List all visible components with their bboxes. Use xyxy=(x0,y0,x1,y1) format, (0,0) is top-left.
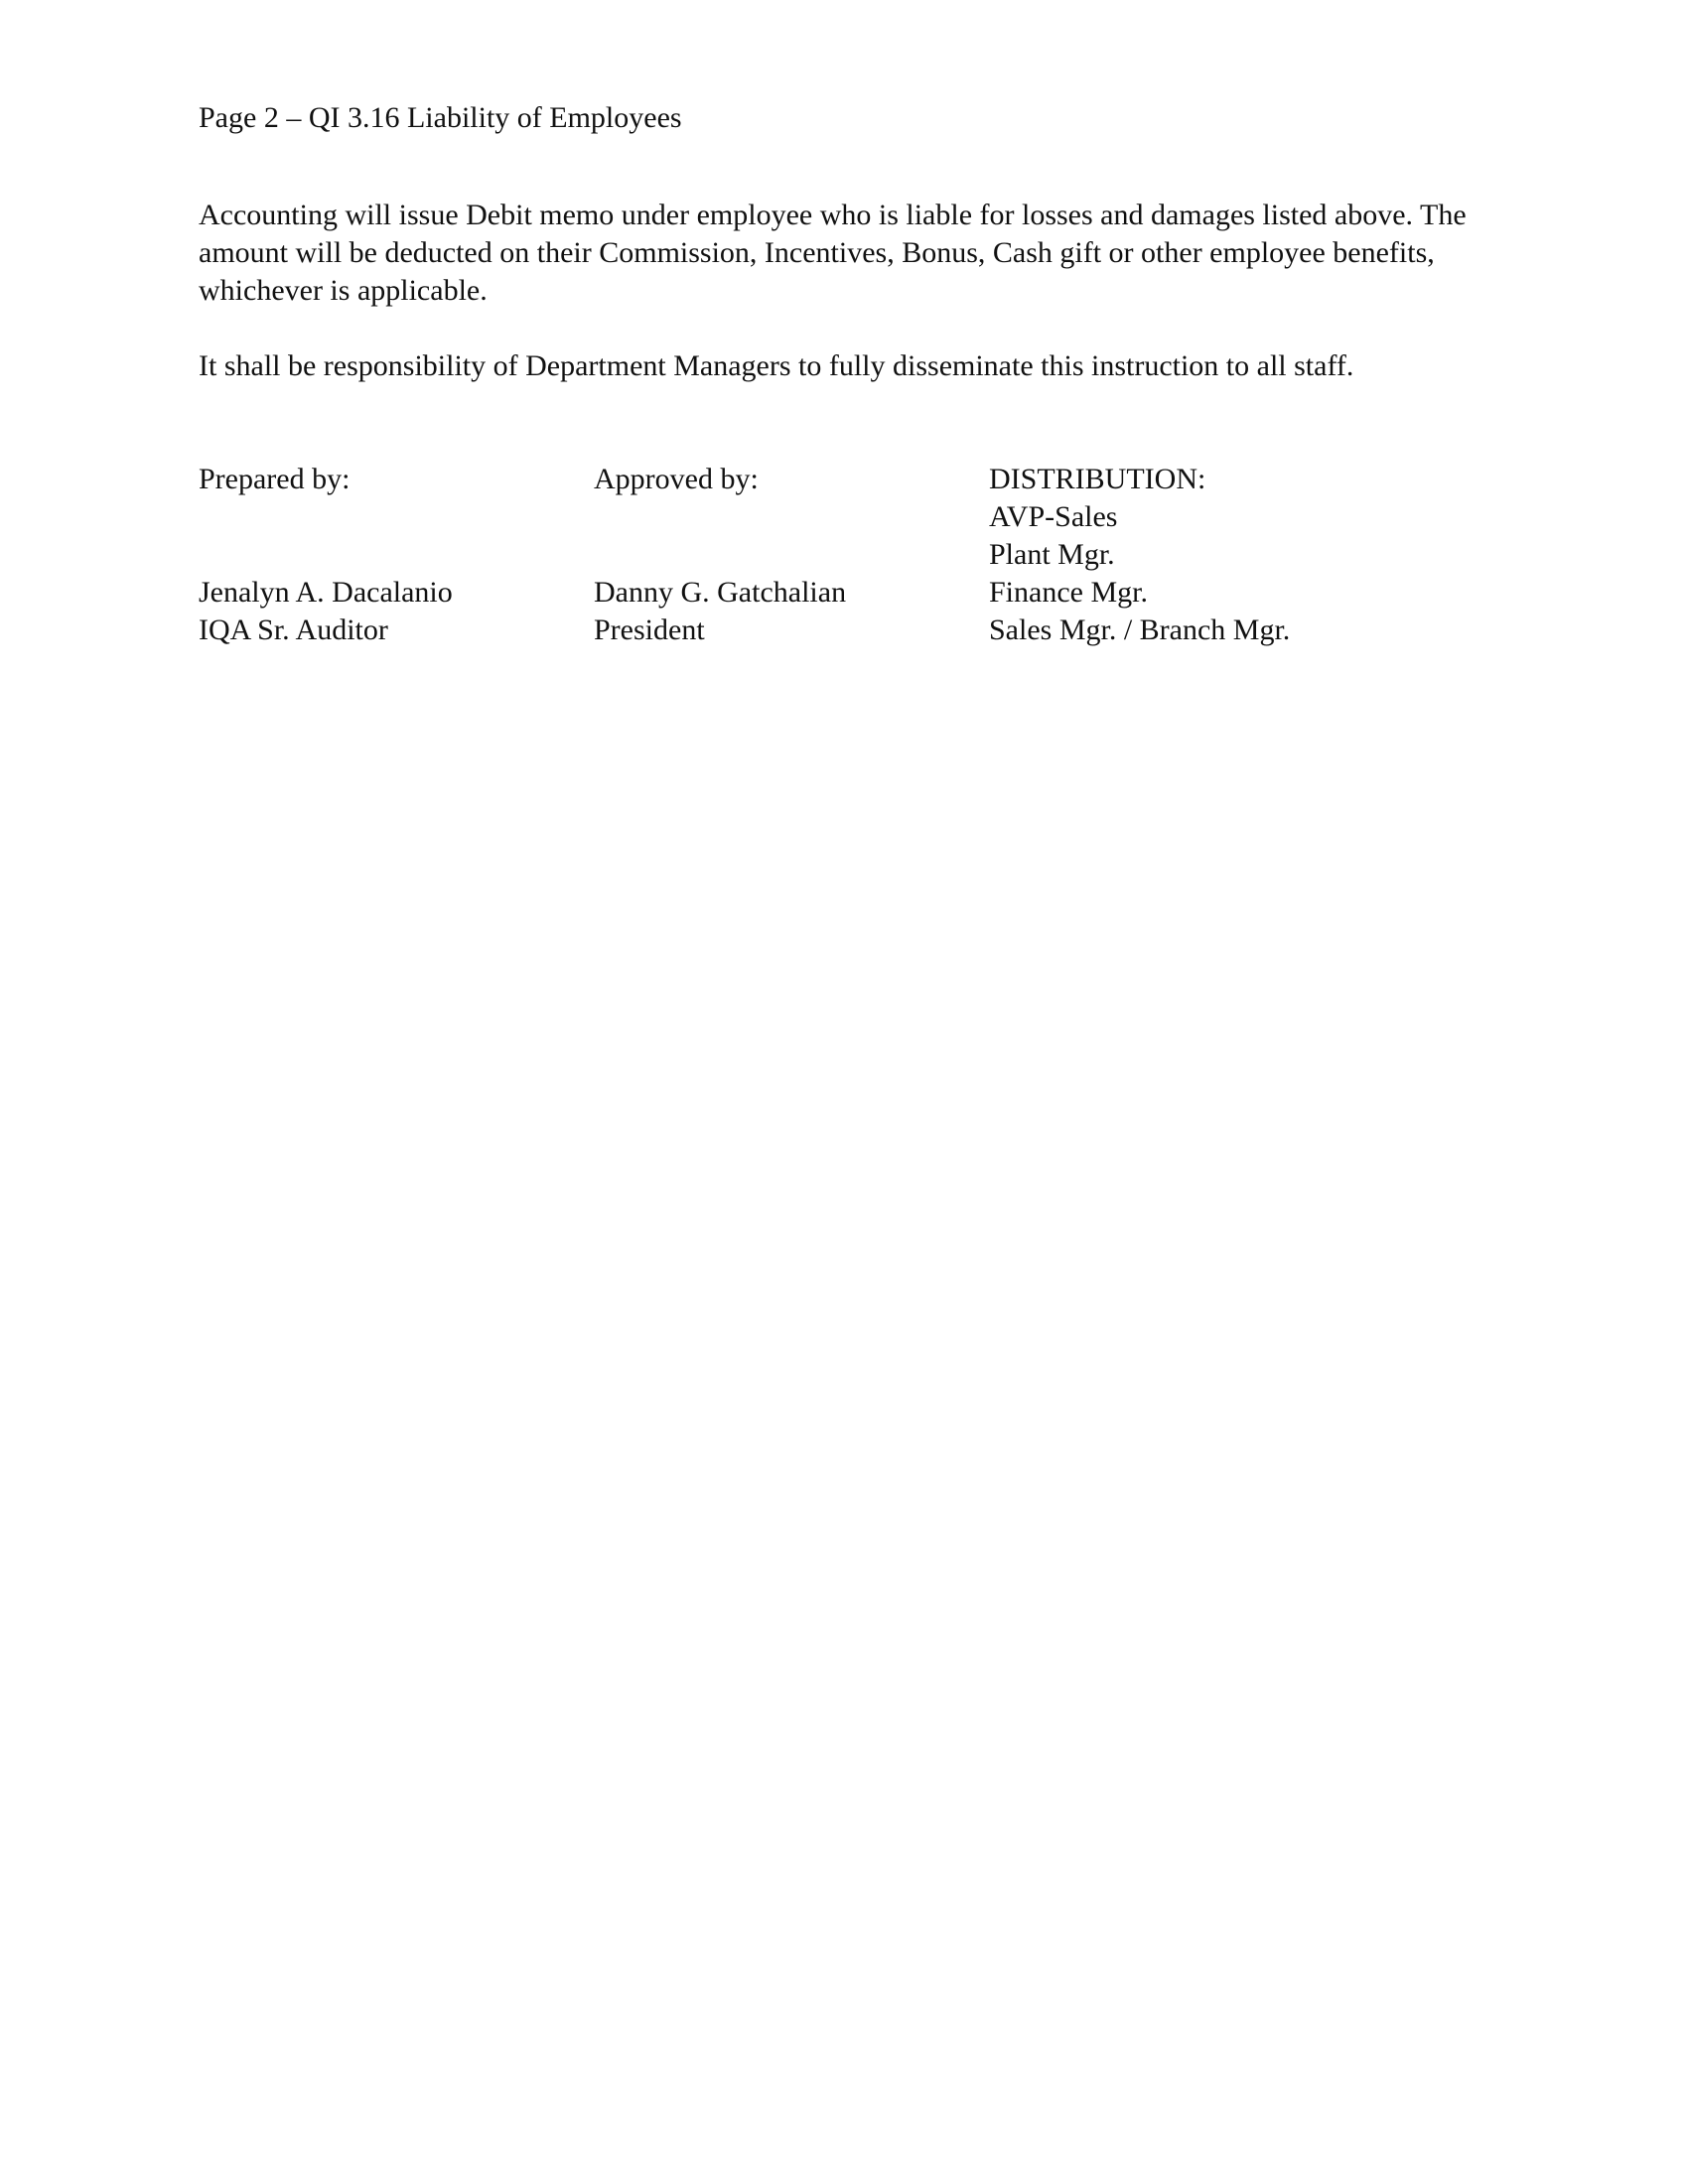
paragraph-debit-memo: Accounting will issue Debit memo under employee who is liable for losses and damages listed above. The amount will be deducted on their Commission, Incentives, Bonus, Cash gift or other employee benefits, whichever is applicable. xyxy=(199,199,1467,307)
signature-space xyxy=(594,498,989,574)
signature-space xyxy=(199,498,594,574)
paragraph-responsibility: It shall be responsibility of Department Managers to fully disseminate this instruction to all staff. xyxy=(199,349,1354,382)
distribution-item: Finance Mgr. xyxy=(989,576,1148,609)
document-content xyxy=(199,99,1509,649)
prepared-by-title: IQA Sr. Auditor xyxy=(199,614,388,646)
distribution-item: Sales Mgr. / Branch Mgr. xyxy=(989,614,1291,646)
page-header: Page 2 – QI 3.16 Liability of Employees xyxy=(199,101,682,134)
approved-by-name: Danny G. Gatchalian xyxy=(594,576,847,609)
distribution-label: DISTRIBUTION: xyxy=(989,463,1206,495)
prepared-by-column xyxy=(199,461,594,649)
approved-by-column xyxy=(594,461,989,649)
prepared-by-label: Prepared by: xyxy=(199,463,351,495)
approved-by-title: President xyxy=(594,614,705,646)
distribution-item: AVP-Sales xyxy=(989,500,1118,533)
distribution-column xyxy=(989,461,1485,649)
distribution-item: Plant Mgr. xyxy=(989,538,1115,571)
signature-block xyxy=(199,461,1509,649)
approved-by-label: Approved by: xyxy=(594,463,759,495)
prepared-by-name: Jenalyn A. Dacalanio xyxy=(199,576,453,609)
